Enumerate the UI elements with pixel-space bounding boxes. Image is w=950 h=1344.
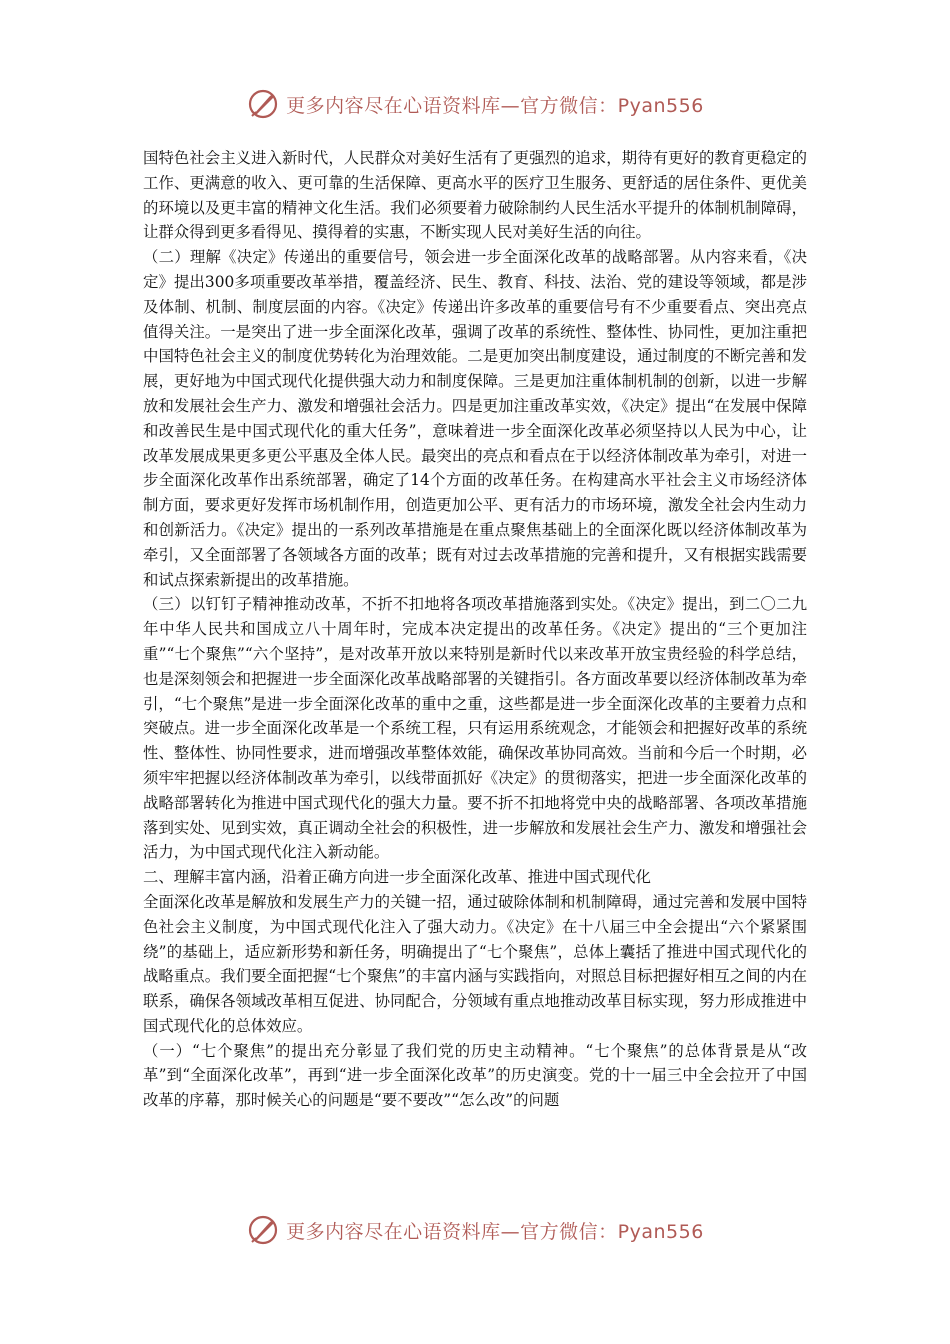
header-watermark-text: 更多内容尽在心语资料库—官方微信：Pyan556 — [286, 94, 704, 117]
header-watermark-banner — [0, 87, 950, 121]
quill-pen-icon — [246, 1213, 280, 1247]
footer-watermark-banner — [0, 1213, 950, 1247]
section-heading: 二、理解丰富内涵，沿着正确方向进一步全面深化改革、推进中国式现代化 — [143, 868, 651, 887]
body-paragraph: （一）“七个聚焦”的提出充分彰显了我们党的历史主动精神。“七个聚焦”的总体背景是从“改革”到“全面深化改革”，再到“进一步全面深化改革”的历史演变。党的十一届三中全会拉开了中国改革的序幕，那时候关心的问题是“要不要改”“怎么改”的问题 — [143, 1041, 807, 1110]
document-body — [143, 146, 807, 1113]
body-paragraph: 国特色社会主义进入新时代，人民群众对美好生活有了更强烈的追求，期待有更好的教育更稳定的工作、更满意的收入、更可靠的生活保障、更高水平的医疗卫生服务、更舒适的居住条件、更优美的环境以及更丰富的精神文化生活。我们必须要着力破除制约人民生活水平提升的体制机制障碍，让群众得到更多看得见、摸得着的实惠，不断实现人民对美好生活的向往。 — [143, 149, 807, 242]
body-paragraph: （三）以钉钉子精神推动改革，不折不扣地将各项改革措施落到实处。《决定》提出，到二〇二九年中华人民共和国成立八十周年时，完成本决定提出的改革任务。《决定》提出的“三个更加注重”“七个聚焦”“六个坚持”，是对改革开放以来特别是新时代以来改革开放宝贵经验的科学总结，也是深刻领会和把握进一步全面深化改革战略部署的关键指引。各方面改革要以经济体制改革为牵引，“七个聚焦”是进一步全面深化改革的重中之重，这些都是进一步全面深化改革的主要着力点和突破点。进一步全面深化改革是一个系统工程，只有运用系统观念，才能领会和把握好改革的系统性、整体性、协同性要求，进而增强改革整体效能，确保改革协同高效。当前和今后一个时期，必须牢牢把握以经济体制改革为牵引，以线带面抓好《决定》的贯彻落实，把进一步全面深化改革的战略部署转化为推进中国式现代化的强大力量。要不折不扣地将党中央的战略部署、各项改革措施落到实处、见到实效，真正调动全社会的积极性，进一步解放和发展社会生产力、激发和增强社会活力，为中国式现代化注入新动能。 — [143, 595, 807, 862]
footer-watermark-text: 更多内容尽在心语资料库—官方微信：Pyan556 — [286, 1220, 704, 1243]
body-paragraph: 全面深化改革是解放和发展生产力的关键一招，通过破除体制和机制障碍，通过完善和发展中国特色社会主义制度，为中国式现代化注入了强大动力。《决定》在十八届三中全会提出“六个紧紧围绕”的基础上，适应新形势和新任务，明确提出了“七个聚焦”，总体上囊括了推进中国式现代化的战略重点。我们要全面把握“七个聚焦”的丰富内涵与实践指向，对照总目标把握好相互之间的内在联系，确保各领域改革相互促进、协同配合，分领域有重点地推动改革目标实现，努力形成推进中国式现代化的总体效应。 — [143, 892, 807, 1035]
quill-pen-icon — [246, 87, 280, 121]
body-paragraph: （二）理解《决定》传递出的重要信号，领会进一步全面深化改革的战略部署。从内容来看，《决定》提出300多项重要改革举措，覆盖经济、民生、教育、科技、法治、党的建设等领域，都是涉及体制、机制、制度层面的内容。《决定》传递出许多改革的重要信号有不少重要看点、突出亮点值得关注。一是突出了进一步全面深化改革，强调了改革的系统性、整体性、协同性，更加注重把中国特色社会主义的制度优势转化为治理效能。二是更加突出制度建设，通过制度的不断完善和发展，更好地为中国式现代化提供强大动力和制度保障。三是更加注重体制机制的创新，以进一步解放和发展社会生产力、激发和增强社会活力。四是更加注重改革实效，《决定》提出“在发展中保障和改善民生是中国式现代化的重大任务”，意味着进一步全面深化改革必须坚持以人民为中心，让改革发展成果更多更公平惠及全体人民。最突出的亮点和看点在于以经济体制改革为牵引，对进一步全面深化改革作出系统部署，确定了14个方面的改革任务。在构建高水平社会主义市场经济体制方面，要求更好发挥市场机制作用，创造更加公平、更有活力的市场环境，激发全社会内生动力和创新活力。《决定》提出的一系列改革措施是在重点聚焦基础上的全面深化既以经济体制改革为牵引，又全面部署了各领域各方面的改革；既有对过去改革措施的完善和提升，又有根据实践需要和试点探索新提出的改革措施。 — [143, 248, 807, 589]
